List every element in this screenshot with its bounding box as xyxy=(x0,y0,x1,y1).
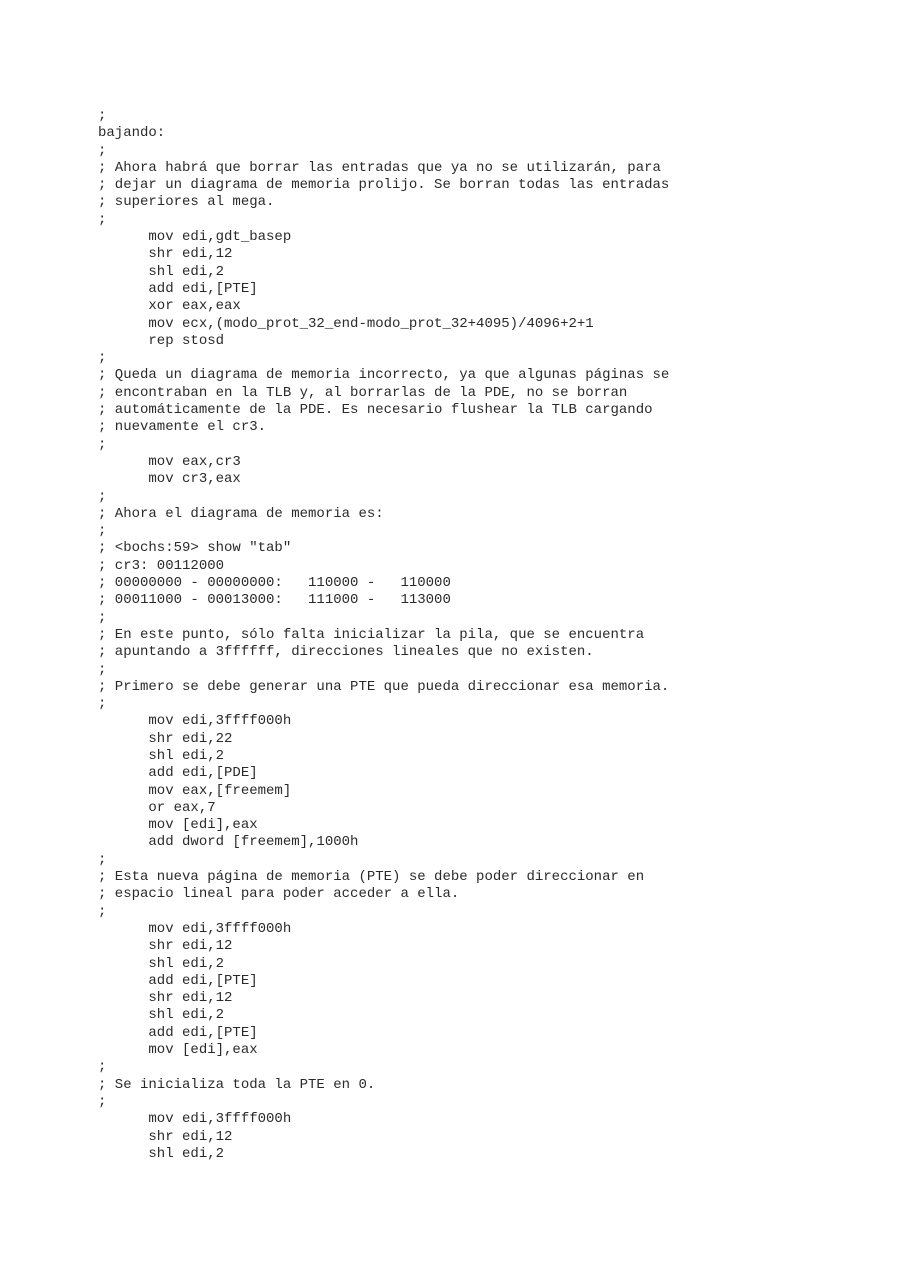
code-line: ; Primero se debe generar una PTE que pueda direccionar esa memoria. xyxy=(98,678,670,695)
code-line: ; Ahora el diagrama de memoria es: xyxy=(98,505,384,522)
code-line: bajando: xyxy=(98,125,166,142)
code-line: ; superiores al mega. xyxy=(98,194,275,211)
code-line: shr edi,12 xyxy=(98,246,233,263)
code-line: ; cr3: 00112000 xyxy=(98,557,225,574)
code-line: ; xyxy=(98,1059,107,1076)
code-line: shl edi,2 xyxy=(98,955,225,972)
code-line: ; xyxy=(98,696,107,713)
code-line: shl edi,2 xyxy=(98,747,225,764)
code-line: mov ecx,(modo_prot_32_end-modo_prot_32+4095)/4096+2+1 xyxy=(98,315,594,332)
code-line: ; En este punto, sólo falta inicializar la pila, que se encuentra xyxy=(98,626,645,643)
code-line: add edi,[PTE] xyxy=(98,972,258,989)
code-line: rep stosd xyxy=(98,332,225,349)
code-line: ; Se inicializa toda la PTE en 0. xyxy=(98,1076,376,1093)
code-line: ; Queda un diagrama de memoria incorrecto, ya que algunas páginas se xyxy=(98,367,670,384)
code-line: ; xyxy=(98,350,107,367)
code-line: ; xyxy=(98,851,107,868)
code-line: ; <bochs:59> show "tab" xyxy=(98,540,292,557)
code-line: ; xyxy=(98,142,107,159)
code-line: mov [edi],eax xyxy=(98,1042,258,1059)
code-line: ; xyxy=(98,1093,107,1110)
code-line: add edi,[PTE] xyxy=(98,1024,258,1041)
code-line: shr edi,12 xyxy=(98,1128,233,1145)
code-line: ; xyxy=(98,903,107,920)
code-line: ; xyxy=(98,436,107,453)
code-line: ; xyxy=(98,108,107,124)
code-line: mov edi,3ffff000h xyxy=(98,1111,292,1128)
code-line: mov cr3,eax xyxy=(98,471,241,488)
code-line: ; dejar un diagrama de memoria prolijo. Se borran todas las entradas xyxy=(98,177,670,194)
code-line: ; xyxy=(98,523,107,540)
code-line: ; encontraban en la TLB y, al borrarlas de la PDE, no se borran xyxy=(98,384,628,401)
code-line: ; 00000000 - 00000000: 110000 - 110000 xyxy=(98,575,451,592)
code-line: ; xyxy=(98,488,107,505)
code-line: ; Esta nueva página de memoria (PTE) se debe poder direccionar en xyxy=(98,869,645,886)
code-line: or eax,7 xyxy=(98,799,216,816)
code-line: mov edi,gdt_basep xyxy=(98,229,292,246)
code-line: shl edi,2 xyxy=(98,263,225,280)
code-line: mov edi,3ffff000h xyxy=(98,920,292,937)
code-line: ; xyxy=(98,211,107,228)
code-line: mov eax,[freemem] xyxy=(98,782,292,799)
code-line: ; Ahora habrá que borrar las entradas que ya no se utilizarán, para xyxy=(98,159,661,176)
code-line: shr edi,12 xyxy=(98,938,233,955)
code-line: add edi,[PTE] xyxy=(98,280,258,297)
code-line: shr edi,22 xyxy=(98,730,233,747)
code-line: ; espacio lineal para poder acceder a ella. xyxy=(98,886,460,903)
code-line: add dword [freemem],1000h xyxy=(98,834,359,851)
code-line: shr edi,12 xyxy=(98,990,233,1007)
code-line: shl edi,2 xyxy=(98,1007,225,1024)
code-listing xyxy=(98,108,878,1163)
code-line: ; apuntando a 3ffffff, direcciones lineales que no existen. xyxy=(98,644,594,661)
code-line: ; nuevamente el cr3. xyxy=(98,419,267,436)
code-line: shl edi,2 xyxy=(98,1145,225,1162)
code-line: ; xyxy=(98,609,107,626)
code-line: xor eax,eax xyxy=(98,298,241,315)
code-line: ; 00011000 - 00013000: 111000 - 113000 xyxy=(98,592,451,609)
code-line: ; automáticamente de la PDE. Es necesario flushear la TLB cargando xyxy=(98,402,653,419)
code-line: mov edi,3ffff000h xyxy=(98,713,292,730)
code-line: add edi,[PDE] xyxy=(98,765,258,782)
code-line: ; xyxy=(98,661,107,678)
code-line: mov [edi],eax xyxy=(98,817,258,834)
code-line: mov eax,cr3 xyxy=(98,453,241,470)
